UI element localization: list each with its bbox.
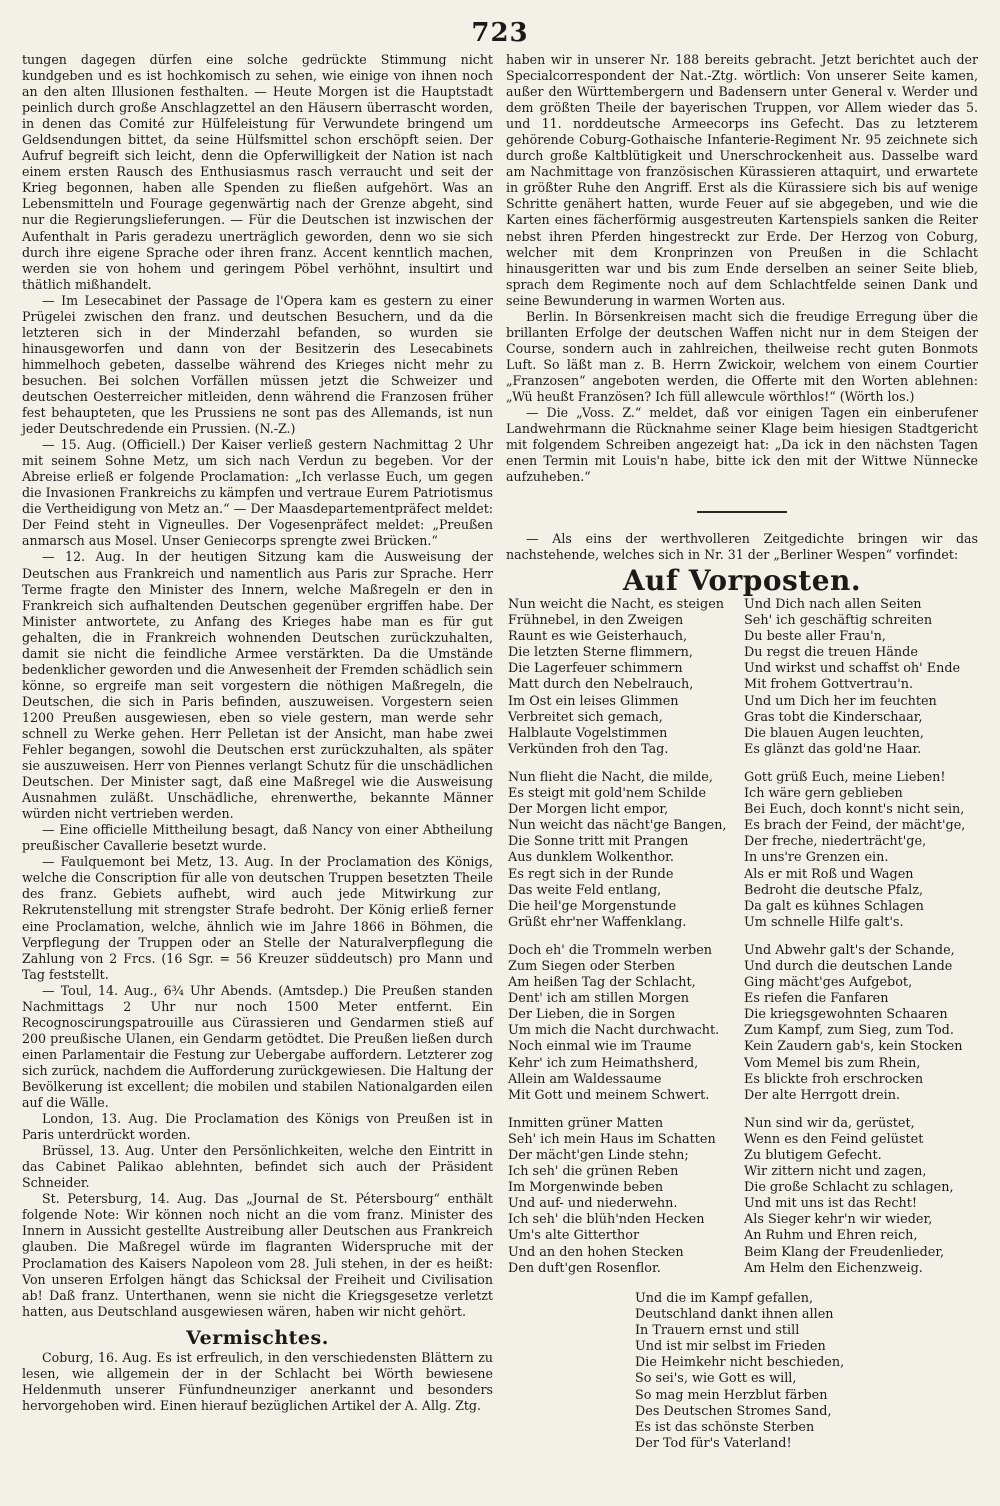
poem-line: Deutschland dankt ihnen allen <box>635 1307 834 1323</box>
poem-line: In Trauern ernst und still <box>635 1323 800 1339</box>
poem-line: Als Sieger kehr'n wir wieder, <box>744 1212 933 1228</box>
poem-line: Die Lagerfeuer schimmern <box>508 661 683 677</box>
poem-intro: — Als eins der werthvolleren Zeitgedichte bringen wir das nachstehende, welches sich in Nr. 31 der „Berliner Wespen“ vorfindet: <box>506 531 978 563</box>
poem-line: Und durch die deutschen Lande <box>744 958 953 974</box>
poem-line: Zu blutigem Gefecht. <box>744 1148 882 1163</box>
poem-line: Frühnebel, in den Zweigen <box>508 613 684 629</box>
poem-line: Nun sind wir da, gerüstet, <box>744 1115 915 1131</box>
poem-line: Es glänzt das gold'ne Haar. <box>744 741 922 757</box>
article-paragraph: London, 13. Aug. Die Proclamation des Königs von Preußen ist in Paris unterdrückt worden. <box>22 1111 493 1143</box>
article-paragraph: St. Petersburg, 14. Aug. Das „Journal de St. Pétersbourg“ enthält folgende Note: Wir können noch nicht an die vom franz. Minister des Innern in Aussicht gestellte Austreibung aller Deutschen aus Frankreich glauben. Die Maßregel würde im flagranten Widerspruche mit der Proclamation des Kaisers Napoleon vom 28. Juli stehen, in der es heißt: Von unseren Erfolgen hängt das Schicksal der Freiheit und Civilisation ab! Daß franz. Unterthanen, wenn sie nicht die Kriegsgesetze verletzt hatten, aus Deutschland ausgewiesen wären, haben wir nicht gehört. <box>22 1191 493 1319</box>
poem-line: Inmitten grüner Matten <box>508 1115 664 1131</box>
article-paragraph: — 12. Aug. In der heutigen Sitzung kam die Ausweisung der Deutschen aus Frankreich und namentlich aus Paris zur Sprache. Herr Terme fragte den Minister des Innern, welche Maßregeln er den in Frankreich sich aufhaltenden Deutschen gegenüber ergriffen habe. Der Minister antwortete, zu Anfang des Krieges habe man es für gut gehalten, die in Frankreich wohnenden Deutschen zurückzuhalten, damit sie nicht die feindliche Armee verstärkten. Da die Umstände bedenklicher geworden und die Anwesenheit der Fremden schädlich sein könne, so ergreife man seit vorgestern die nöthigen Maßregeln, die Deutschen, die sich in Paris befinden, auszuweisen. Vorgestern seien 1200 Preußen ausgewiesen, eben so viele gestern, man werde sehr schnell zu Werke gehen. Herr Pelletan ist der Ansicht, man habe zwei Fehler begangen, sowohl die Deutschen erst zurückzuhalten, als später sie auszuweisen. Herr von Piennes verlangt Schutz für die unschädlichen Deutschen. Der Minister sagt, daß eine Maßregel wie die Ausweisung Ausnahmen zuläßt. Unschädliche, ehrenwerthe, bekannte Männer würden nicht vertrieben werden. <box>22 549 493 822</box>
article-paragraph: — Eine officielle Mittheilung besagt, daß Nancy von einer Abtheilung preußischer Cavallerie besetzt wurde. <box>22 822 493 854</box>
poem-line: Gras tobt die Kinderschaar, <box>744 709 923 725</box>
poem-line: Halblaute Vogelstimmen <box>508 725 668 741</box>
page-number: 723 <box>471 18 529 48</box>
poem-line: So mag mein Herzblut färben <box>635 1387 828 1403</box>
poem-stanza <box>744 1116 984 1277</box>
poem-line: Verkünden froh den Tag. <box>508 741 669 757</box>
poem-line: Des Deutschen Stromes Sand, <box>635 1403 832 1419</box>
poem-line: Und auf- und niederwehn. <box>508 1196 678 1212</box>
poem-line: Die letzten Sterne flimmern, <box>508 645 693 661</box>
poem-line: Allein am Waldessaume <box>508 1071 662 1087</box>
poem-line: Und ist mir selbst im Frieden <box>635 1339 826 1355</box>
poem-line: Seh' ich mein Haus im Schatten <box>508 1131 716 1147</box>
poem-line: Matt durch den Nebelrauch, <box>508 677 694 693</box>
article-paragraph: — Faulquemont bei Metz, 13. Aug. In der Proclamation des Königs, welche die Conscription für alle von deutschen Truppen besetzten Theile des franz. Gebiets aufhebt, wird auch jede Mitwirkung zur Rekrutenstellung mit strengster Strafe bedroht. Der König erließ ferner eine Proclamation, welche, ähnlich wie im Jahre 1866 in Böhmen, die Verpflegung der Truppen oder an Stelle der Naturalverpflegung die Zahlung von 2 Frcs. (16 Sgr. = 56 Kreuzer süddeutsch) pro Mann und Tag feststellt. <box>22 854 493 982</box>
poem-line: In uns're Grenzen ein. <box>744 850 889 866</box>
poem-line: Gott grüß Euch, meine Lieben! <box>744 769 946 785</box>
article-paragraph: Coburg, 16. Aug. Es ist erfreulich, in den verschiedensten Blättern zu lesen, wie allgemein der in der Schlacht bei Wörth bewiesene Heldenmuth unserer Fünfundneunziger anerkannt und besonders hervorgehoben wird. Einen hierauf bezüglichen Artikel der A. Allg. Ztg. <box>22 1349 493 1413</box>
poem-line: Die kriegsgewohnten Schaaren <box>744 1007 948 1023</box>
poem-line: Bedroht die deutsche Pfalz, <box>744 882 924 898</box>
poem-line: Aus dunklem Wolkenthor. <box>508 850 674 866</box>
poem-title: Auf Vorposten. <box>622 564 862 598</box>
article-paragraph: Berlin. In Börsenkreisen macht sich die freudige Erregung über die brillanten Erfolge der deutschen Waffen nicht nur in dem Steigen der Course, sondern auch in zahlreichen, theilweise recht guten Bonmots Luft. So läßt man z. B. Herrn Zwickoir, welchem von einem Courtier „Franzosen“ angeboten werden, die Offerte mit den Worten ablehnen: „Wü heußt Französen? Ich füll allewcule wörthlos!“ (Wörth los.) <box>506 308 978 404</box>
poem-left-column <box>508 597 738 1289</box>
poem-line: Du beste aller Frau'n, <box>744 629 886 645</box>
poem-line: Als er mit Roß und Wagen <box>744 866 914 882</box>
poem-line: Zum Kampf, zum Sieg, zum Tod. <box>744 1023 954 1039</box>
poem-line: Ging mächt'ges Aufgebot, <box>744 975 913 991</box>
poem-line: Kein Zaudern gab's, kein Stocken <box>744 1039 963 1055</box>
poem-line: Die große Schlacht zu schlagen, <box>744 1180 954 1196</box>
poem-line: Die heil'ge Morgenstunde <box>508 898 677 914</box>
article-paragraph: Brüssel, 13. Aug. Unter den Persönlichkeiten, welche den Eintritt in das Cabinet Palikao ablehnten, befindet sich auch der Präsident Schneider. <box>22 1143 493 1191</box>
poem-line: Der Morgen licht empor, <box>508 802 669 818</box>
article-paragraph: tungen dagegen dürfen eine solche gedrückte Stimmung nicht kundgeben und es ist hochkomisch zu sehen, wie einige von ihnen noch an den alten Illusionen festhalten. — Heute Morgen ist die Hauptstadt peinlich durch große Anschlagzettel an den Häusern überrascht worden, in denen das Comité zur Hülfeleistung für Verwundete bringend um Geldsendungen bittet, da seine Hülfsmittel schon erschöpft seien. Der Aufruf begreift sich leicht, denn die Opferwilligkeit der Nation ist nach einem ersten Rausch des Enthusiasmus rasch verraucht und seit der Krieg begonnen, haben alle Spenden zu fließen aufgehört. Was an Lebensmitteln und Fourage gegenwärtig nach der Grenze abgeht, sind nur die Regierungslieferungen. — Für die Deutschen ist inzwischen der Aufenthalt in Paris geradezu unerträglich geworden, denn wo sie sich durch ihre eigene Sprache oder ihren franz. Accent kenntlich machen, werden sie von hohem und geringem Pöbel verhöhnt, insultirt und thätlich mißhandelt. <box>22 52 493 292</box>
right-column <box>506 52 978 601</box>
poem-line: Die Heimkehr nicht beschieden, <box>635 1355 845 1371</box>
poem-line: Es riefen die Fanfaren <box>744 991 889 1007</box>
poem-stanza <box>744 943 984 1104</box>
poem-line: Und Dich nach allen Seiten <box>744 597 922 612</box>
article-paragraph: — Die „Voss. Z.“ meldet, daß vor einigen Tagen ein einberufener Landwehrmann die Rücknahme seiner Klage beim hiesigen Stadtgericht mit folgendem Schreiben angezeigt hat: „Da ick in den nächsten Tagen enen Termin mit Louis'n habe, bitte ick den mit der Wittwe Nünnecke aufzuheben.“ <box>506 405 978 485</box>
poem-line: Doch eh' die Trommeln werben <box>508 942 713 958</box>
article-paragraph: — Im Lesecabinet der Passage de l'Opera kam es gestern zu einer Prügelei zwischen den franz. und deutschen Besuchern, und da die letzteren sich in der Minderzahl befanden, so wurden sie hinausgeworfen und dann von der Besitzerin des Lesecabinets himmelhoch gebeten, dasselbe während des Krieges nicht mehr zu besuchen. Bei solchen Vorfällen müssen jetzt die Schweizer und deutschen Oesterreicher mitleiden, denn während die Franzosen früher fest behaupteten, que les Prussiens ne sont pas des Allemands, ist nun jeder Deutschredende ein Prussien. (N.-Z.) <box>22 292 493 437</box>
poem-stanza <box>508 943 738 1104</box>
left-column <box>22 52 493 1414</box>
poem-stanza <box>744 597 984 758</box>
poem-line: Und um Dich her im feuchten <box>744 693 937 709</box>
poem-line: Es ist das schönste Sterben <box>635 1419 815 1435</box>
poem-line: An Ruhm und Ehren reich, <box>744 1228 918 1244</box>
poem-stanza <box>744 770 984 931</box>
poem-line: Am Helm den Eichenzweig. <box>744 1260 923 1276</box>
poem-line: Und Abwehr galt's der Schande, <box>744 942 955 958</box>
article-paragraph: — Toul, 14. Aug., 6¾ Uhr Abends. (Amtsdep.) Die Preußen standen Nachmittags 2 Uhr nur noch 1500 Meter entfernt. Ein Recognoscirungspatrouille aus Cürassieren und Gendarmen stieß auf 200 preußische Ulanen, ein Gendarm getödtet. Die Preußen ließen durch einen Parlamentair die Festung zur Uebergabe auffordern. Letzterer zog sich zurück, nachdem die Aufforderung zurückgewiesen. Die Haltung der Bevölkerung ist excellent; die mobilen und stabilen Nationalgarden eilen auf die Wälle. <box>22 982 493 1111</box>
poem-line: Ich wäre gern geblieben <box>744 786 903 802</box>
poem-line: Raunt es wie Geisterhauch, <box>508 629 688 645</box>
poem-line: Vom Memel bis zum Rhein, <box>744 1055 921 1071</box>
poem-line: Es brach der Feind, der mächt'ge, <box>744 818 966 834</box>
poem-line: Und die im Kampf gefallen, <box>635 1291 814 1306</box>
poem-line: Um mich die Nacht durchwacht. <box>508 1023 720 1039</box>
poem-line: Wir zittern nicht und zagen, <box>744 1164 927 1180</box>
poem-line: Seh' ich geschäftig schreiten <box>744 613 933 629</box>
poem-line: Nun weicht das nächt'ge Bangen, <box>508 818 727 834</box>
poem-line: Kehr' ich zum Heimathsherd, <box>508 1055 699 1071</box>
poem-line: Es regt sich in der Runde <box>508 866 674 882</box>
poem-closing-stanza <box>635 1291 844 1452</box>
poem-line: Um's alte Gitterthor <box>508 1228 640 1244</box>
poem-line: Der Tod für's Vaterland! <box>635 1435 792 1451</box>
section-heading: Vermischtes. <box>186 1326 329 1349</box>
poem-line: Noch einmal wie im Traume <box>508 1039 692 1055</box>
poem-line: Nun weicht die Nacht, es steigen <box>508 597 725 612</box>
poem-line: Der freche, niederträcht'ge, <box>744 834 927 850</box>
poem-line: Beim Klang der Freudenlieder, <box>744 1244 945 1260</box>
divider <box>697 511 787 513</box>
poem-line: Es blickte froh erschrocken <box>744 1071 924 1087</box>
poem-line: Grüßt ehr'ner Waffenklang. <box>508 914 687 930</box>
poem-line: Das weite Feld entlang, <box>508 882 662 898</box>
poem-line: Es steigt mit gold'nem Schilde <box>508 786 707 802</box>
poem-line: Ich seh' die grünen Reben <box>508 1164 679 1180</box>
poem-line: Ich seh' die blüh'nden Hecken <box>508 1212 705 1228</box>
poem-line: Der mächt'gen Linde stehn; <box>508 1148 689 1163</box>
poem-line: Mit frohem Gottvertrau'n. <box>744 677 914 693</box>
poem-line: Da galt es kühnes Schlagen <box>744 898 924 914</box>
poem-line: Zum Siegen oder Sterben <box>508 958 676 974</box>
poem-line: Bei Euch, doch konnt's nicht sein, <box>744 802 965 818</box>
poem-line: Dent' ich am stillen Morgen <box>508 991 690 1007</box>
poem-line: Im Morgenwinde beben <box>508 1180 664 1196</box>
poem-line: Am heißen Tag der Schlacht, <box>508 975 696 991</box>
poem-line: Und mit uns ist das Recht! <box>744 1196 918 1212</box>
poem-line: Verbreitet sich gemach, <box>508 709 663 725</box>
poem-line: Die Sonne tritt mit Prangen <box>508 834 689 850</box>
poem-stanza <box>508 1116 738 1277</box>
poem-line: Mit Gott und meinem Schwert. <box>508 1087 710 1103</box>
poem-line: Um schnelle Hilfe galt's. <box>744 914 904 930</box>
poem-line: Nun flieht die Nacht, die milde, <box>508 769 713 785</box>
poem-line: Der Lieben, die in Sorgen <box>508 1007 676 1023</box>
poem-line: Du regst die treuen Hände <box>744 645 918 661</box>
poem-line: So sei's, wie Gott es will, <box>635 1371 797 1387</box>
poem-line: Wenn es den Feind gelüstet <box>744 1131 924 1147</box>
poem-line: Und an den hohen Stecken <box>508 1244 684 1260</box>
article-paragraph: — 15. Aug. (Officiell.) Der Kaiser verließ gestern Nachmittag 2 Uhr mit seinem Sohne Metz, um sich nach Verdun zu begeben. Vor der Abreise erließ er folgende Proclamation: „Ich verlasse Euch, um gegen die Invasionen Frankreichs zu kämpfen und vertraue Eurem Patriotismus die Vertheidigung von Metz an.“ — Der Maasdepartementpräfect meldet: Der Feind steht in Vigneulles. Der Vogesenpräfect meldet: „Preußen anmarsch aus Mosel. Unser Geniecorps sprengte zwei Brücken.“ <box>22 437 493 549</box>
poem-line: Im Ost ein leises Glimmen <box>508 693 679 709</box>
poem-stanza <box>508 597 738 758</box>
poem-line: Den duft'gen Rosenflor. <box>508 1260 661 1276</box>
poem-right-column <box>744 597 984 1289</box>
poem-stanza <box>508 770 738 931</box>
article-paragraph: haben wir in unserer Nr. 188 bereits gebracht. Jetzt berichtet auch der Specialcorrespondent der Nat.-Ztg. wörtlich: Von unserer Seite kamen, außer den Württembergern und Badensern unter General v. Werder und dem größten Theile der bayerischen Truppen, vor Allem wieder das 5. und 11. norddeutsche Armeecorps ins Gefecht. Das zu letzterem gehörende Coburg-Gothaische Infanterie-Regiment Nr. 95 zeichnete sich durch große Kaltblütigkeit und Unerschrockenheit aus. Dasselbe ward am Nachmittage von französischen Kürassieren attaquirt, und erwartete in größter Ruhe den Angriff. Erst als die Kürassiere sich bis auf wenige Schritte genähert hatten, wurde Feuer auf sie abgegeben, und wie die Karten eines fächerförmig ausgestreuten Kartenspiels sanken die Reiter nebst ihren Pferden hingestreckt zur Erde. Der Herzog von Coburg, welcher mit dem Kronprinzen von Preußen in die Schlacht hinausgeritten war und bis zum Ende derselben an seiner Seite blieb, sprach dem Regimente noch auf dem Schlachtfelde seinen Dank und seine Bewunderung in warmen Worten aus. <box>506 52 978 308</box>
poem-line: Der alte Herrgott drein. <box>744 1087 901 1103</box>
poem-line: Die blauen Augen leuchten, <box>744 725 924 741</box>
poem-line: Und wirkst und schaffst oh' Ende <box>744 661 961 677</box>
